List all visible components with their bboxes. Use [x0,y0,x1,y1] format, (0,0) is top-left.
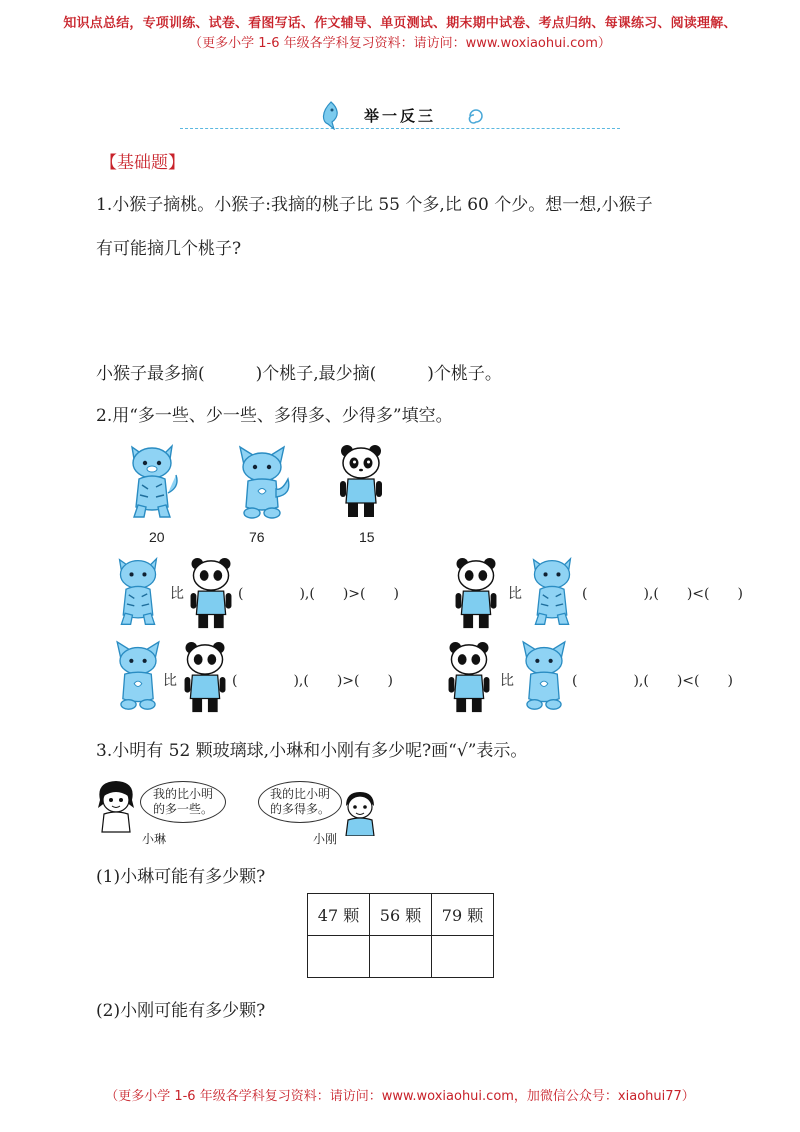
girl-speech-line-2: 的多一些。 [152,802,213,816]
tiger-icon [110,556,166,628]
compare-blanks-2[interactable]: ( ),( )<( ) [582,586,743,602]
fox-icon [110,640,166,712]
q1-line-2: 有可能摘几个桃子? [96,239,242,259]
q3-sub1: (1)小琳可能有多少颗? [96,867,266,887]
header-line-2: （更多小学 1-6 年级各学科复习资料：请访问：www.woxiaohui.com） [189,36,611,51]
q1-line-1: 1.小猴子摘桃。小猴子:我摘的桃子比 55 个多,比 60 个少。想一想,小猴子 [96,195,653,215]
q3-title: 3.小明有 52 颗玻璃球,小琳和小刚有多少呢?画“√”表示。 [96,741,528,761]
tiger-icon [124,443,180,521]
fox-icon [516,640,572,712]
table-header-cell: 47 颗 [308,894,370,936]
girl-speech-line-1: 我的比小明 [152,787,213,801]
bi-label: 比 [163,673,177,689]
table-header-cell: 79 颗 [432,894,494,936]
boy-speech-bubble [258,781,342,823]
boy-icon [340,790,380,836]
panda-icon [446,640,492,716]
banner-dashed-line [180,128,620,129]
banner-title: 举一反三 [363,107,436,125]
boy-speech-line-2: 的多得多。 [269,802,330,816]
table-answer-cell[interactable] [370,936,432,978]
banner [180,100,620,136]
compare-blanks-4[interactable]: ( ),( )<( ) [572,673,733,689]
boy-speech-line-1: 我的比小明 [269,787,330,801]
compare-blanks-3[interactable]: ( ),( )>( ) [232,673,393,689]
bi-label: 比 [508,586,522,602]
tiger-icon [524,556,580,628]
q3-sub2: (2)小刚可能有多少颗? [96,1001,266,1021]
panda-icon [188,556,234,632]
girl-name: 小琳 [142,832,167,846]
panda-icon [182,640,228,716]
table-answer-cell[interactable] [308,936,370,978]
girl-speech-bubble [140,781,226,823]
fox-icon [234,445,290,521]
q2-title: 2.用“多一些、少一些、多得多、少得多”填空。 [96,406,453,426]
count-fox: 76 [249,529,265,545]
panda-icon [453,556,499,632]
header-line-1: 知识点总结，专项训练、试卷、看图写话、作文辅导、单页测试、期末期中试卷、考点归纳、每课练习、阅读理解、 [63,16,737,31]
swirl-icon [466,106,486,126]
section-label-basic: 【基础题】 [100,153,185,173]
answer-table [307,893,494,978]
panda-icon [338,443,384,521]
count-tiger: 20 [149,529,165,545]
count-panda: 15 [359,529,375,545]
girl-icon [94,778,138,834]
boy-name: 小刚 [313,832,338,846]
bi-label: 比 [500,673,514,689]
table-answer-cell[interactable] [432,936,494,978]
q1-answer-line: 小猴子最多摘( )个桃子,最少摘( )个桃子。 [96,364,502,384]
table-header-cell: 56 颗 [370,894,432,936]
compare-blanks-1[interactable]: ( ),( )>( ) [238,586,399,602]
footer: （更多小学 1-6 年级各学科复习资料：请访问：www.woxiaohui.com，加微信公众号：xiaohui77） [105,1089,695,1104]
bi-label: 比 [170,586,184,602]
